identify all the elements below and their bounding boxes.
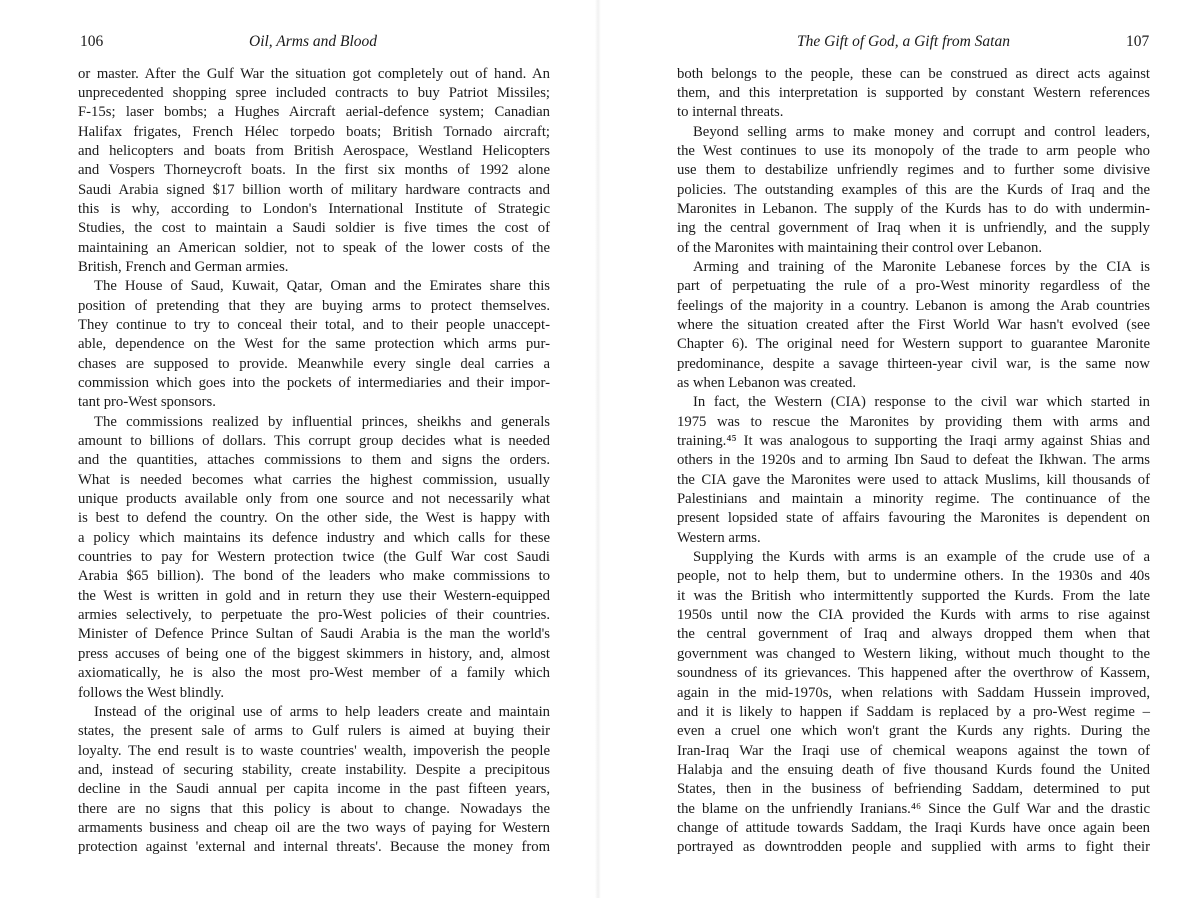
text-line: Arabia $65 billion). The bond of the leaders who make commissions to xyxy=(78,568,550,585)
text-line: Maronites in Lebanon. The supply of the Kurds has to do with undermin- xyxy=(677,200,1150,217)
text-line: tant pro-West sponsors. xyxy=(78,394,216,411)
text-line: Minister of Defence Prince Sultan of Saudi Arabia is the man the world's xyxy=(78,626,550,643)
text-line: protection against 'external and internal threats'. Because the money from xyxy=(78,839,550,856)
book-gutter xyxy=(595,0,601,898)
running-head: Oil, Arms and Blood xyxy=(249,33,378,50)
text-line: others in the 1920s and to arming Ibn Saud to defeat the Ikhwan. The arms xyxy=(677,452,1150,469)
text-line: Supplying the Kurds with arms is an example of the crude use of a xyxy=(693,549,1150,566)
text-line: They continue to try to conceal their total, and to their people unaccept- xyxy=(78,316,550,333)
text-line: this is why, according to London's International Institute of Strategic xyxy=(78,200,550,217)
text-line: of the Maronites with maintaining their control over Lebanon. xyxy=(677,239,1043,256)
text-line: The House of Saud, Kuwait, Qatar, Oman and the Emirates share this xyxy=(94,278,550,295)
text-line: the West continues to use its monopoly of the trade to arm people who xyxy=(677,142,1150,159)
text-line: countries to pay for Western protection twice (the Gulf War cost Saudi xyxy=(78,549,550,566)
text-line: and it is likely to happen if Saddam is replaced by a pro-West regime – xyxy=(677,703,1150,720)
text-line: Iran-Iraq War the Iraqi use of chemical weapons against the town of xyxy=(677,742,1150,759)
page-number: 106 xyxy=(80,33,104,50)
text-line: government was changed to Western liking, without much thought to the xyxy=(677,645,1150,662)
text-line: Saudi Arabia signed $17 billion worth of military hardware contracts and xyxy=(78,181,550,198)
text-line: and, instead of securing stability, create instability. Despite a precipitous xyxy=(78,761,550,778)
text-line: present lopsided state of affairs favouring the Maronites is dependent on xyxy=(677,510,1150,527)
text-line: 1975 was to rescue the Maronites by providing them with arms and xyxy=(677,413,1150,430)
text-line: and Vospers Thorneycroft boats. In the first six months of 1992 alone xyxy=(78,162,550,179)
text-line: them, and this interpretation is supported by constant Western references xyxy=(677,84,1150,101)
text-line: and the quantities, attaches commissions to them and signs the orders. xyxy=(78,452,550,469)
text-line: the CIA gave the Maronites were used to attack Muslims, kill thousands of xyxy=(677,471,1150,488)
text-line: Beyond selling arms to make money and corrupt and control leaders, xyxy=(693,123,1150,140)
text-line: Studies, the cost to maintain a Saudi soldier is five times the cost of xyxy=(78,220,550,237)
text-line: 1950s until now the CIA provided the Kurds with arms to rise against xyxy=(677,607,1150,624)
text-line: to internal threats. xyxy=(677,104,784,121)
text-line: amount to billions of dollars. This corrupt group decides what is needed xyxy=(78,433,550,450)
text-line: What is needed becomes what carries the highest commission, usually xyxy=(78,471,550,488)
text-line: armies selectively, to perpetuate the pro-West policies of their countries. xyxy=(78,607,550,624)
text-line: commission which goes into the pockets of intermediaries and their impor- xyxy=(78,375,550,391)
text-line: there are no signs that this policy is about to change. Nowadays the xyxy=(78,800,550,817)
text-line: is best to defend the country. On the other side, the West is happy with xyxy=(78,510,550,527)
text-line: the blame on the unfriendly Iranians.⁴⁶ Since the Gulf War and the drastic xyxy=(677,800,1150,817)
text-line: Instead of the original use of arms to help leaders create and maintain xyxy=(94,703,550,720)
text-line: Chapter 6). The original need for Western support to guarantee Maronite xyxy=(677,336,1150,353)
left-page-body xyxy=(78,65,550,858)
text-line: armaments business and cheap oil are the two ways of paying for Western xyxy=(78,819,550,836)
text-line: and helicopters and boats from British Aerospace, Westland Helicopters xyxy=(78,142,550,159)
running-head: The Gift of God, a Gift from Satan xyxy=(797,33,1010,50)
text-line: feelings of the majority in a country. Lebanon is among the Arab countries xyxy=(677,297,1150,314)
text-line: where the situation created after the First World War hasn't evolved (see xyxy=(677,316,1150,333)
text-line: chases are supposed to provide. Meanwhile every single deal carries a xyxy=(78,355,550,372)
text-line: it was the British who intermittently supported the Kurds. From the late xyxy=(677,587,1150,604)
text-line: Palestinians and maintain a minority regime. The continuance of the xyxy=(677,491,1150,508)
text-line: axiomatically, he is also the most pro-West member of a family which xyxy=(78,665,550,682)
text-line: Halabja and the ensuing death of five thousand Kurds found the United xyxy=(677,761,1150,778)
text-line: use them to destabilize unfriendly regimes and to further some divisive xyxy=(677,162,1150,179)
text-line: loyalty. The end result is to waste countries' wealth, impoverish the people xyxy=(78,742,550,759)
text-line: British, French and German armies. xyxy=(78,258,289,275)
text-line: the central government of Iraq and always dropped them when that xyxy=(677,626,1150,643)
text-line: follows the West blindly. xyxy=(78,684,225,701)
text-line: training.⁴⁵ It was analogous to supporting the Iraqi army against Shias and xyxy=(677,433,1150,450)
text-line: unprecedented shopping spree included contracts to buy Patriot Missiles; xyxy=(78,84,550,101)
text-line: unique products available only from one source and not necessarily what xyxy=(78,491,550,508)
text-line: change of attitude towards Saddam, the Iraqi Kurds have once again been xyxy=(677,819,1150,836)
text-line: as when Lebanon was created. xyxy=(677,375,857,391)
text-line: decline in the Saudi annual per capita income in the past fifteen years, xyxy=(78,781,550,798)
text-line: maintaining an American soldier, not to speak of the lower costs of the xyxy=(78,239,550,256)
text-line: a policy which maintains its defence industry and which calls for these xyxy=(78,529,550,546)
text-line: Western arms. xyxy=(677,529,761,546)
text-line: the West is written in gold and in return they use their Western-equipped xyxy=(78,587,550,604)
text-line: both belongs to the people, these can be construed as direct acts against xyxy=(677,65,1150,82)
text-line: people, not to help them, but to undermine others. In the 1930s and 40s xyxy=(677,568,1150,585)
text-line: Arming and training of the Maronite Lebanese forces by the CIA is xyxy=(693,258,1150,275)
text-line: even a cruel one which won't grant the Kurds any rights. During the xyxy=(677,723,1150,740)
text-line: part of perpetuating the rule of a pro-West minority regardless of the xyxy=(677,278,1150,295)
text-line: Halifax frigates, French Hélec torpedo boats; British Tornado aircraft; xyxy=(78,123,550,140)
text-line: states, the present sale of arms to Gulf rulers is aimed at buying their xyxy=(78,723,550,740)
text-line: ing the central government of Iraq when it is unfriendly, and the supply xyxy=(677,220,1150,237)
text-line: In fact, the Western (CIA) response to the civil war which started in xyxy=(693,394,1150,411)
text-line: The commissions realized by influential princes, sheikhs and generals xyxy=(94,413,550,430)
text-line: press accuses of being one of the biggest skimmers in history, and, almost xyxy=(78,645,550,662)
text-line: portrayed as downtrodden people and supplied with arms to fight their xyxy=(677,839,1150,856)
text-line: position of pretending that they are buying arms to protect themselves. xyxy=(78,297,550,314)
text-line: States, then in the business of befriending Saddam, determined to put xyxy=(677,781,1150,798)
text-line: soundness of its grievances. This happened after the overthrow of Kassem, xyxy=(677,665,1150,682)
right-page-body xyxy=(677,65,1150,858)
text-line: F-15s; laser bombs; a Hughes Aircraft aerial-defence system; Canadian xyxy=(78,104,550,121)
text-line: predominance, despite a savage thirteen-year civil war, is the same now xyxy=(677,355,1150,372)
text-line: or master. After the Gulf War the situation got completely out of hand. An xyxy=(78,65,550,82)
text-line: able, dependence on the West for the same protection which arms pur- xyxy=(78,336,550,353)
text-line: policies. The outstanding examples of this are the Kurds of Iraq and the xyxy=(677,181,1150,198)
text-line: again in the mid-1970s, when relations with Saddam Hussein improved, xyxy=(677,684,1150,701)
page-number: 107 xyxy=(1126,33,1150,50)
